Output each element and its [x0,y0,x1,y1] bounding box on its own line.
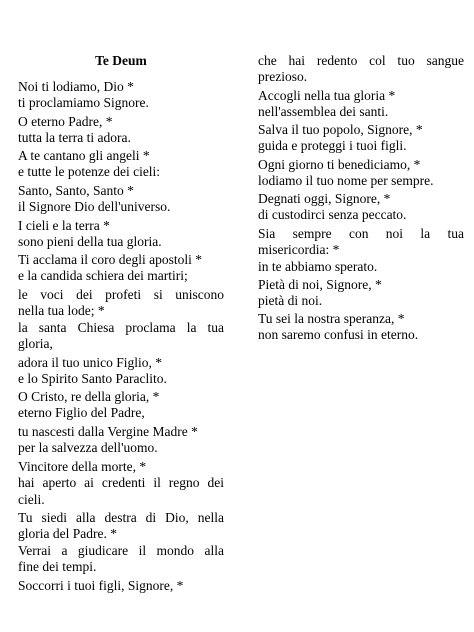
verse-line: adora il tuo unico Figlio, * [18,355,162,370]
document-title: Te Deum [95,53,147,68]
verse-line: hai aperto ai credenti il regno dei [18,475,224,491]
verse-line: A te cantano gli angeli * [18,148,150,163]
verse-line: di custodirci senza peccato. [258,207,407,223]
verse-line: eterno Figlio del Padre, [18,405,145,421]
verse-line: Ti acclama il coro degli apostoli * [18,252,202,267]
verse-line: sono pieni della tua gloria. [18,234,162,250]
verse-line: Soccorri i tuoi figli, Signore, * [18,578,184,593]
stanza [258,88,464,121]
stanza [258,191,464,224]
stanza [18,459,224,508]
verse-line: Degnati oggi, Signore, * [258,191,391,206]
verse-line: non saremo confusi in eterno. [258,327,419,343]
verse-line: I cieli e la terra * [18,218,110,233]
verse-line: cieli. [18,491,45,507]
verse-line: Noi ti lodiamo, Dio * [18,79,134,94]
verse-line: tutta la terra ti adora. [18,130,131,146]
verse-line: che hai redento col tuo sangue [258,53,464,68]
verse-line: in te abbiamo sperato. [258,258,378,274]
verse-line: fine dei tempi. [18,559,97,575]
verse-line: lodiamo il tuo nome per sempre. [258,173,434,189]
stanza [18,114,224,147]
stanza [258,226,464,275]
stanza [18,389,224,422]
verse-line: nella tua lode; * [18,303,105,319]
verse-line: gloria del Padre. * [18,526,117,542]
verse-line: prezioso. [258,69,308,85]
verse-line: O Cristo, re della gloria, * [18,389,160,404]
stanza [258,157,464,190]
verse-line: tu nascesti dalla Vergine Madre * [18,424,198,439]
verse-line: per la salvezza dell'uomo. [18,440,158,456]
verse-line: la santa Chiesa proclama la tua [18,319,224,335]
stanza [18,218,224,251]
verse-line: pietà di noi. [258,293,323,309]
stanza [18,578,224,594]
verse-line: Santo, Santo, Santo * [18,183,134,198]
verse-line: Pietà di noi, Signore, * [258,277,382,292]
verse-line: Verrai a giudicare il mondo alla [18,542,224,558]
verse-line: O eterno Padre, * [18,114,113,129]
stanza [258,277,464,310]
verse-line: e lo Spirito Santo Paraclito. [18,371,167,387]
stanza [18,424,224,457]
verse-line: le voci dei profeti si uniscono [18,287,224,302]
verse-line: nell'assemblea dei santi. [258,104,389,120]
stanza [258,311,464,344]
verse-line: il Signore Dio dell'universo. [18,199,171,215]
verse-line: guida e proteggi i tuoi figli. [258,138,407,154]
verse-line: e tutte le potenze dei cieli: [18,164,161,180]
stanza [18,355,224,388]
verse-line: gloria, [18,336,53,352]
stanza [258,122,464,155]
stanza [18,252,224,285]
verse-line: Salva il tuo popolo, Signore, * [258,122,423,137]
stanza [18,510,224,576]
stanza [18,148,224,181]
stanza [258,53,464,86]
stanza [18,183,224,216]
verse-line: Ogni giorno ti benediciamo, * [258,157,421,172]
verse-line: Tu sei la nostra speranza, * [258,311,405,326]
verse-line: e la candida schiera dei martiri; [18,268,188,284]
stanza [18,287,224,353]
verse-line: Vincitore della morte, * [18,459,147,474]
verse-line: ti proclamiamo Signore. [18,95,149,111]
verse-line: misericordia: * [258,242,340,258]
verse-line: Sia sempre con noi la tua [258,226,464,241]
verse-line: Accogli nella tua gloria * [258,88,396,103]
stanza [18,79,224,112]
verse-line: Tu siedi alla destra di Dio, nella [18,510,224,525]
